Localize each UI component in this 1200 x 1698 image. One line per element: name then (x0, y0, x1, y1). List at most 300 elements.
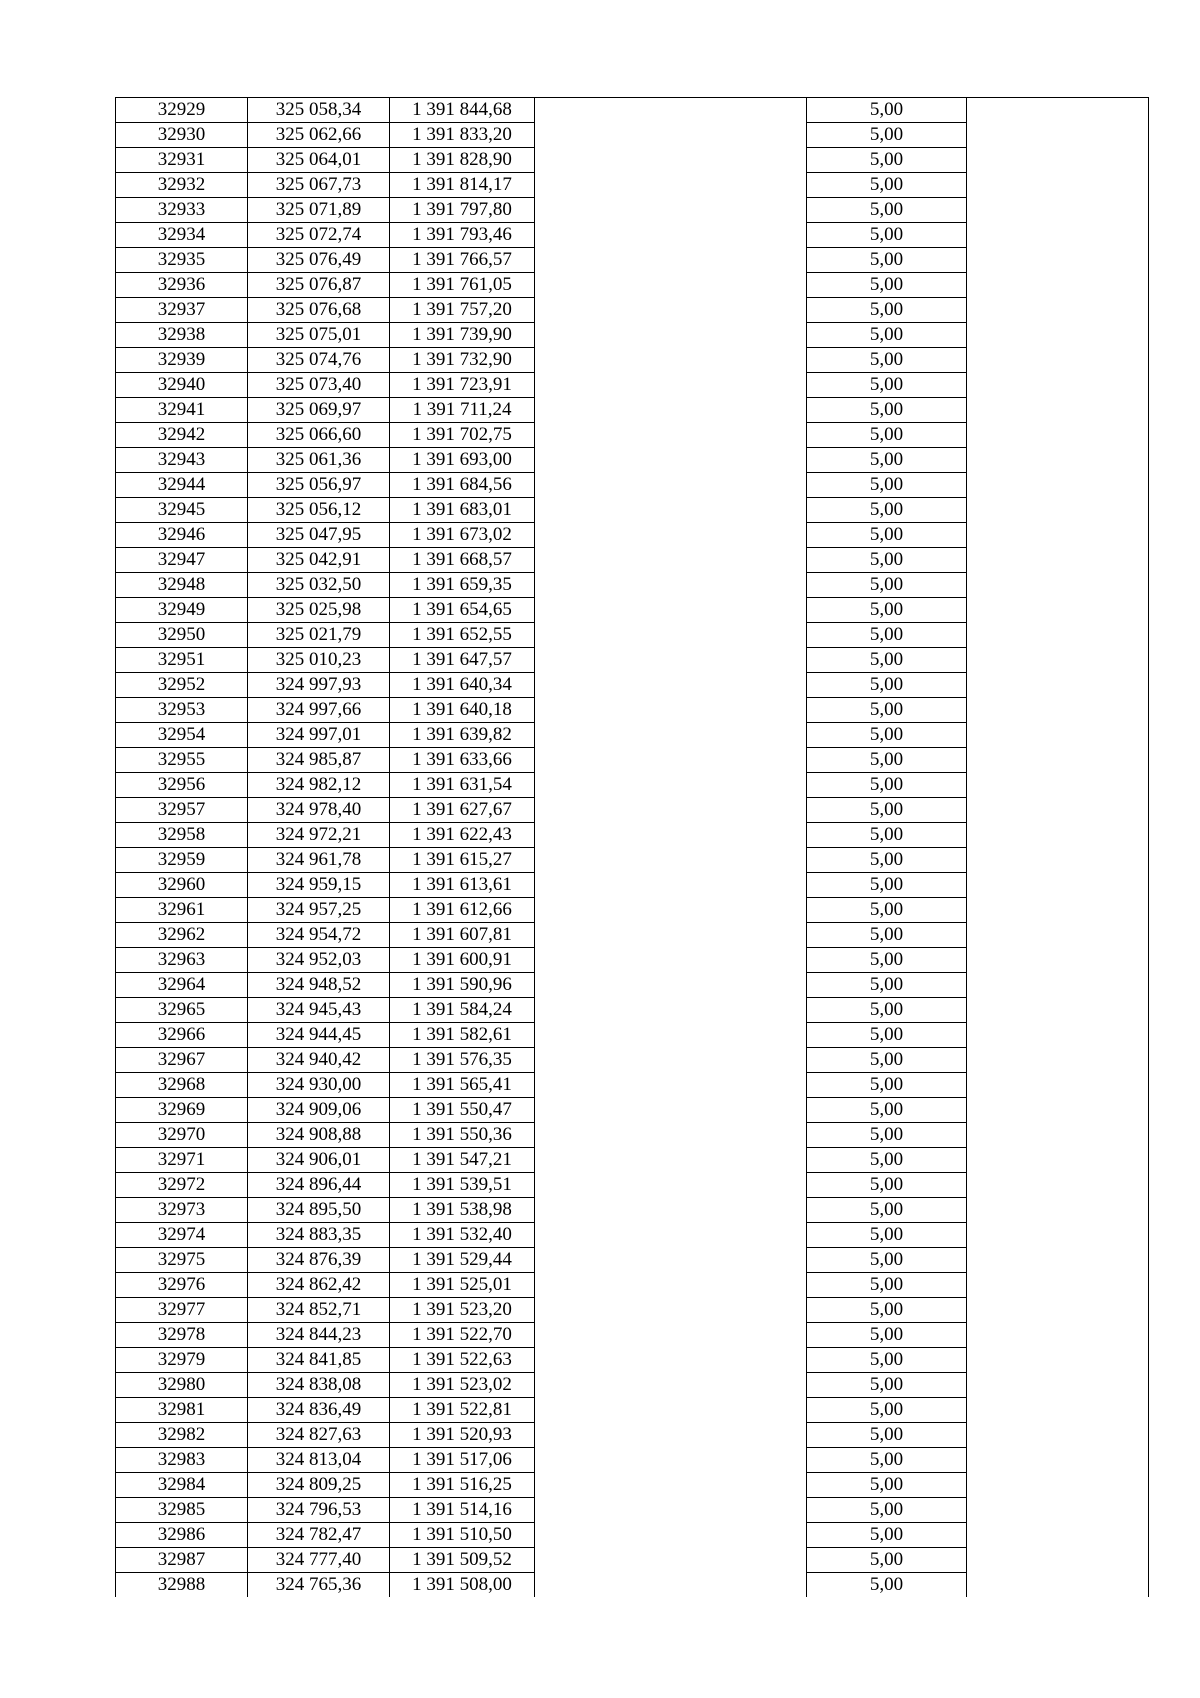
empty-cell (535, 1373, 807, 1398)
x-coordinate-cell: 324 836,49 (248, 1398, 390, 1423)
point-number-cell: 32984 (116, 1473, 248, 1498)
empty-cell (535, 348, 807, 373)
point-number-cell: 32978 (116, 1323, 248, 1348)
empty-cell (535, 298, 807, 323)
value-cell: 5,00 (807, 423, 967, 448)
empty-cell (967, 773, 1149, 798)
x-coordinate-cell: 324 765,36 (248, 1573, 390, 1598)
empty-cell (967, 148, 1149, 173)
x-coordinate-cell: 324 838,08 (248, 1373, 390, 1398)
y-coordinate-cell: 1 391 627,67 (390, 798, 535, 823)
point-number-cell: 32982 (116, 1423, 248, 1448)
value-cell: 5,00 (807, 1248, 967, 1273)
empty-cell (967, 648, 1149, 673)
point-number-cell: 32983 (116, 1448, 248, 1473)
y-coordinate-cell: 1 391 639,82 (390, 723, 535, 748)
empty-cell (535, 373, 807, 398)
table-row (116, 173, 1149, 198)
empty-cell (535, 1323, 807, 1348)
y-coordinate-cell: 1 391 522,70 (390, 1323, 535, 1348)
value-cell: 5,00 (807, 1398, 967, 1423)
table-row (116, 598, 1149, 623)
empty-cell (535, 1423, 807, 1448)
empty-cell (967, 798, 1149, 823)
value-cell: 5,00 (807, 1048, 967, 1073)
empty-cell (967, 1248, 1149, 1273)
empty-cell (535, 123, 807, 148)
y-coordinate-cell: 1 391 844,68 (390, 98, 535, 123)
value-cell: 5,00 (807, 1173, 967, 1198)
empty-cell (967, 298, 1149, 323)
value-cell: 5,00 (807, 898, 967, 923)
y-coordinate-cell: 1 391 525,01 (390, 1273, 535, 1298)
value-cell: 5,00 (807, 1573, 967, 1598)
table-row (116, 123, 1149, 148)
table-row (116, 873, 1149, 898)
x-coordinate-cell: 324 841,85 (248, 1348, 390, 1373)
value-cell: 5,00 (807, 198, 967, 223)
table-row (116, 198, 1149, 223)
value-cell: 5,00 (807, 1073, 967, 1098)
point-number-cell: 32976 (116, 1273, 248, 1298)
value-cell: 5,00 (807, 1023, 967, 1048)
y-coordinate-cell: 1 391 711,24 (390, 398, 535, 423)
value-cell: 5,00 (807, 923, 967, 948)
empty-cell (967, 948, 1149, 973)
empty-cell (967, 1048, 1149, 1073)
point-number-cell: 32953 (116, 698, 248, 723)
empty-cell (535, 798, 807, 823)
y-coordinate-cell: 1 391 523,02 (390, 1373, 535, 1398)
x-coordinate-cell: 324 972,21 (248, 823, 390, 848)
point-number-cell: 32967 (116, 1048, 248, 1073)
y-coordinate-cell: 1 391 647,57 (390, 648, 535, 673)
y-coordinate-cell: 1 391 612,66 (390, 898, 535, 923)
x-coordinate-cell: 324 852,71 (248, 1298, 390, 1323)
point-number-cell: 32973 (116, 1198, 248, 1223)
table-row (116, 1098, 1149, 1123)
table-row (116, 273, 1149, 298)
point-number-cell: 32935 (116, 248, 248, 273)
point-number-cell: 32979 (116, 1348, 248, 1373)
point-number-cell: 32936 (116, 273, 248, 298)
empty-cell (967, 248, 1149, 273)
table-row (116, 548, 1149, 573)
empty-cell (967, 598, 1149, 623)
empty-cell (535, 848, 807, 873)
table-row (116, 1223, 1149, 1248)
y-coordinate-cell: 1 391 633,66 (390, 748, 535, 773)
empty-cell (535, 198, 807, 223)
table-row (116, 1273, 1149, 1298)
coordinates-table (115, 97, 1149, 1597)
point-number-cell: 32975 (116, 1248, 248, 1273)
empty-cell (967, 1223, 1149, 1248)
point-number-cell: 32981 (116, 1398, 248, 1423)
point-number-cell: 32945 (116, 498, 248, 523)
point-number-cell: 32968 (116, 1073, 248, 1098)
y-coordinate-cell: 1 391 532,40 (390, 1223, 535, 1248)
x-coordinate-cell: 324 909,06 (248, 1098, 390, 1123)
empty-cell (535, 1498, 807, 1523)
value-cell: 5,00 (807, 1323, 967, 1348)
x-coordinate-cell: 324 908,88 (248, 1123, 390, 1148)
y-coordinate-cell: 1 391 615,27 (390, 848, 535, 873)
value-cell: 5,00 (807, 648, 967, 673)
empty-cell (967, 698, 1149, 723)
empty-cell (967, 873, 1149, 898)
value-cell: 5,00 (807, 1548, 967, 1573)
point-number-cell: 32985 (116, 1498, 248, 1523)
value-cell: 5,00 (807, 598, 967, 623)
y-coordinate-cell: 1 391 659,35 (390, 573, 535, 598)
point-number-cell: 32929 (116, 98, 248, 123)
empty-cell (535, 423, 807, 448)
table-row (116, 723, 1149, 748)
x-coordinate-cell: 324 982,12 (248, 773, 390, 798)
x-coordinate-cell: 325 076,49 (248, 248, 390, 273)
x-coordinate-cell: 325 047,95 (248, 523, 390, 548)
y-coordinate-cell: 1 391 814,17 (390, 173, 535, 198)
empty-cell (967, 1323, 1149, 1348)
x-coordinate-cell: 324 940,42 (248, 1048, 390, 1073)
value-cell: 5,00 (807, 848, 967, 873)
value-cell: 5,00 (807, 1098, 967, 1123)
x-coordinate-cell: 324 883,35 (248, 1223, 390, 1248)
empty-cell (535, 273, 807, 298)
empty-cell (967, 1523, 1149, 1548)
table-row (116, 1023, 1149, 1048)
x-coordinate-cell: 324 954,72 (248, 923, 390, 948)
table-row (116, 673, 1149, 698)
point-number-cell: 32974 (116, 1223, 248, 1248)
empty-cell (535, 1198, 807, 1223)
empty-cell (535, 748, 807, 773)
value-cell: 5,00 (807, 573, 967, 598)
x-coordinate-cell: 324 782,47 (248, 1523, 390, 1548)
x-coordinate-cell: 324 777,40 (248, 1548, 390, 1573)
empty-cell (535, 1023, 807, 1048)
y-coordinate-cell: 1 391 600,91 (390, 948, 535, 973)
table-row (116, 623, 1149, 648)
x-coordinate-cell: 325 069,97 (248, 398, 390, 423)
empty-cell (535, 1273, 807, 1298)
value-cell: 5,00 (807, 673, 967, 698)
empty-cell (967, 723, 1149, 748)
y-coordinate-cell: 1 391 550,36 (390, 1123, 535, 1148)
table-row (116, 1198, 1149, 1223)
empty-cell (535, 398, 807, 423)
x-coordinate-cell: 324 876,39 (248, 1248, 390, 1273)
empty-cell (967, 1023, 1149, 1048)
value-cell: 5,00 (807, 873, 967, 898)
x-coordinate-cell: 325 056,97 (248, 473, 390, 498)
x-coordinate-cell: 324 844,23 (248, 1323, 390, 1348)
y-coordinate-cell: 1 391 684,56 (390, 473, 535, 498)
value-cell: 5,00 (807, 548, 967, 573)
table-row (116, 573, 1149, 598)
x-coordinate-cell: 325 066,60 (248, 423, 390, 448)
point-number-cell: 32965 (116, 998, 248, 1023)
point-number-cell: 32988 (116, 1573, 248, 1598)
value-cell: 5,00 (807, 348, 967, 373)
empty-cell (535, 148, 807, 173)
empty-cell (535, 948, 807, 973)
y-coordinate-cell: 1 391 517,06 (390, 1448, 535, 1473)
value-cell: 5,00 (807, 98, 967, 123)
y-coordinate-cell: 1 391 652,55 (390, 623, 535, 648)
y-coordinate-cell: 1 391 723,91 (390, 373, 535, 398)
value-cell: 5,00 (807, 973, 967, 998)
value-cell: 5,00 (807, 1223, 967, 1248)
point-number-cell: 32971 (116, 1148, 248, 1173)
table-row (116, 1048, 1149, 1073)
empty-cell (967, 198, 1149, 223)
empty-cell (535, 523, 807, 548)
value-cell: 5,00 (807, 1123, 967, 1148)
empty-cell (535, 873, 807, 898)
table-row (116, 1123, 1149, 1148)
table-row (116, 498, 1149, 523)
empty-cell (535, 1298, 807, 1323)
value-cell: 5,00 (807, 1498, 967, 1523)
table-row (116, 773, 1149, 798)
y-coordinate-cell: 1 391 547,21 (390, 1148, 535, 1173)
point-number-cell: 32942 (116, 423, 248, 448)
empty-cell (535, 1348, 807, 1373)
empty-cell (535, 173, 807, 198)
x-coordinate-cell: 325 061,36 (248, 448, 390, 473)
point-number-cell: 32951 (116, 648, 248, 673)
x-coordinate-cell: 325 074,76 (248, 348, 390, 373)
point-number-cell: 32933 (116, 198, 248, 223)
table-row (116, 1573, 1149, 1598)
table-row (116, 1498, 1149, 1523)
point-number-cell: 32939 (116, 348, 248, 373)
y-coordinate-cell: 1 391 622,43 (390, 823, 535, 848)
empty-cell (967, 973, 1149, 998)
table-row (116, 648, 1149, 673)
value-cell: 5,00 (807, 248, 967, 273)
point-number-cell: 32961 (116, 898, 248, 923)
empty-cell (535, 973, 807, 998)
empty-cell (535, 448, 807, 473)
empty-cell (967, 1073, 1149, 1098)
x-coordinate-cell: 324 796,53 (248, 1498, 390, 1523)
point-number-cell: 32960 (116, 873, 248, 898)
y-coordinate-cell: 1 391 590,96 (390, 973, 535, 998)
empty-cell (967, 998, 1149, 1023)
value-cell: 5,00 (807, 373, 967, 398)
point-number-cell: 32949 (116, 598, 248, 623)
y-coordinate-cell: 1 391 510,50 (390, 1523, 535, 1548)
empty-cell (967, 1498, 1149, 1523)
empty-cell (967, 1098, 1149, 1123)
x-coordinate-cell: 324 862,42 (248, 1273, 390, 1298)
table-row (116, 373, 1149, 398)
value-cell: 5,00 (807, 998, 967, 1023)
table-row (116, 1373, 1149, 1398)
x-coordinate-cell: 324 959,15 (248, 873, 390, 898)
table-row (116, 398, 1149, 423)
empty-cell (535, 573, 807, 598)
value-cell: 5,00 (807, 698, 967, 723)
point-number-cell: 32946 (116, 523, 248, 548)
point-number-cell: 32963 (116, 948, 248, 973)
table-row (116, 223, 1149, 248)
empty-cell (535, 1248, 807, 1273)
empty-cell (535, 548, 807, 573)
value-cell: 5,00 (807, 723, 967, 748)
empty-cell (967, 823, 1149, 848)
x-coordinate-cell: 325 058,34 (248, 98, 390, 123)
y-coordinate-cell: 1 391 693,00 (390, 448, 535, 473)
x-coordinate-cell: 325 010,23 (248, 648, 390, 673)
value-cell: 5,00 (807, 1148, 967, 1173)
y-coordinate-cell: 1 391 582,61 (390, 1023, 535, 1048)
x-coordinate-cell: 325 064,01 (248, 148, 390, 173)
y-coordinate-cell: 1 391 584,24 (390, 998, 535, 1023)
empty-cell (967, 898, 1149, 923)
empty-cell (535, 823, 807, 848)
table-row (116, 248, 1149, 273)
empty-cell (967, 623, 1149, 648)
empty-cell (535, 498, 807, 523)
x-coordinate-cell: 325 062,66 (248, 123, 390, 148)
x-coordinate-cell: 324 997,93 (248, 673, 390, 698)
empty-cell (535, 473, 807, 498)
x-coordinate-cell: 325 067,73 (248, 173, 390, 198)
point-number-cell: 32930 (116, 123, 248, 148)
y-coordinate-cell: 1 391 702,75 (390, 423, 535, 448)
point-number-cell: 32962 (116, 923, 248, 948)
table-row (116, 1298, 1149, 1323)
empty-cell (967, 1348, 1149, 1373)
table-row (116, 148, 1149, 173)
point-number-cell: 32943 (116, 448, 248, 473)
empty-cell (967, 1123, 1149, 1148)
point-number-cell: 32948 (116, 573, 248, 598)
x-coordinate-cell: 324 945,43 (248, 998, 390, 1023)
empty-cell (535, 723, 807, 748)
y-coordinate-cell: 1 391 508,00 (390, 1573, 535, 1598)
value-cell: 5,00 (807, 748, 967, 773)
empty-cell (535, 323, 807, 348)
y-coordinate-cell: 1 391 654,65 (390, 598, 535, 623)
y-coordinate-cell: 1 391 539,51 (390, 1173, 535, 1198)
point-number-cell: 32977 (116, 1298, 248, 1323)
table-row (116, 1173, 1149, 1198)
empty-cell (967, 548, 1149, 573)
value-cell: 5,00 (807, 948, 967, 973)
point-number-cell: 32941 (116, 398, 248, 423)
table-row (116, 98, 1149, 123)
value-cell: 5,00 (807, 448, 967, 473)
empty-cell (535, 698, 807, 723)
table-row (116, 948, 1149, 973)
x-coordinate-cell: 325 056,12 (248, 498, 390, 523)
x-coordinate-cell: 324 827,63 (248, 1423, 390, 1448)
y-coordinate-cell: 1 391 565,41 (390, 1073, 535, 1098)
point-number-cell: 32947 (116, 548, 248, 573)
x-coordinate-cell: 324 944,45 (248, 1023, 390, 1048)
table-row (116, 473, 1149, 498)
empty-cell (535, 673, 807, 698)
value-cell: 5,00 (807, 1423, 967, 1448)
table-row (116, 923, 1149, 948)
point-number-cell: 32932 (116, 173, 248, 198)
point-number-cell: 32954 (116, 723, 248, 748)
y-coordinate-cell: 1 391 509,52 (390, 1548, 535, 1573)
empty-cell (967, 1398, 1149, 1423)
table-row (116, 1398, 1149, 1423)
empty-cell (967, 398, 1149, 423)
value-cell: 5,00 (807, 1298, 967, 1323)
y-coordinate-cell: 1 391 761,05 (390, 273, 535, 298)
empty-cell (967, 1573, 1149, 1598)
table-row (116, 1548, 1149, 1573)
table-row (116, 1073, 1149, 1098)
empty-cell (535, 648, 807, 673)
value-cell: 5,00 (807, 1448, 967, 1473)
table-row (116, 423, 1149, 448)
empty-cell (535, 1473, 807, 1498)
point-number-cell: 32980 (116, 1373, 248, 1398)
point-number-cell: 32966 (116, 1023, 248, 1048)
point-number-cell: 32986 (116, 1523, 248, 1548)
value-cell: 5,00 (807, 1473, 967, 1498)
y-coordinate-cell: 1 391 550,47 (390, 1098, 535, 1123)
point-number-cell: 32957 (116, 798, 248, 823)
value-cell: 5,00 (807, 473, 967, 498)
table-row (116, 1473, 1149, 1498)
value-cell: 5,00 (807, 773, 967, 798)
y-coordinate-cell: 1 391 522,63 (390, 1348, 535, 1373)
empty-cell (967, 1298, 1149, 1323)
value-cell: 5,00 (807, 273, 967, 298)
empty-cell (535, 1048, 807, 1073)
empty-cell (535, 248, 807, 273)
empty-cell (535, 898, 807, 923)
point-number-cell: 32955 (116, 748, 248, 773)
value-cell: 5,00 (807, 523, 967, 548)
x-coordinate-cell: 324 961,78 (248, 848, 390, 873)
x-coordinate-cell: 324 813,04 (248, 1448, 390, 1473)
x-coordinate-cell: 325 025,98 (248, 598, 390, 623)
table-row (116, 1448, 1149, 1473)
x-coordinate-cell: 324 895,50 (248, 1198, 390, 1223)
x-coordinate-cell: 325 021,79 (248, 623, 390, 648)
table-row (116, 1423, 1149, 1448)
table-row (116, 973, 1149, 998)
y-coordinate-cell: 1 391 739,90 (390, 323, 535, 348)
table-row (116, 1323, 1149, 1348)
empty-cell (535, 1448, 807, 1473)
empty-cell (967, 123, 1149, 148)
x-coordinate-cell: 324 997,66 (248, 698, 390, 723)
x-coordinate-cell: 325 076,68 (248, 298, 390, 323)
empty-cell (535, 1548, 807, 1573)
point-number-cell: 32940 (116, 373, 248, 398)
empty-cell (967, 498, 1149, 523)
value-cell: 5,00 (807, 298, 967, 323)
empty-cell (967, 223, 1149, 248)
y-coordinate-cell: 1 391 631,54 (390, 773, 535, 798)
table-row (116, 823, 1149, 848)
empty-cell (967, 1548, 1149, 1573)
empty-cell (967, 1423, 1149, 1448)
value-cell: 5,00 (807, 398, 967, 423)
